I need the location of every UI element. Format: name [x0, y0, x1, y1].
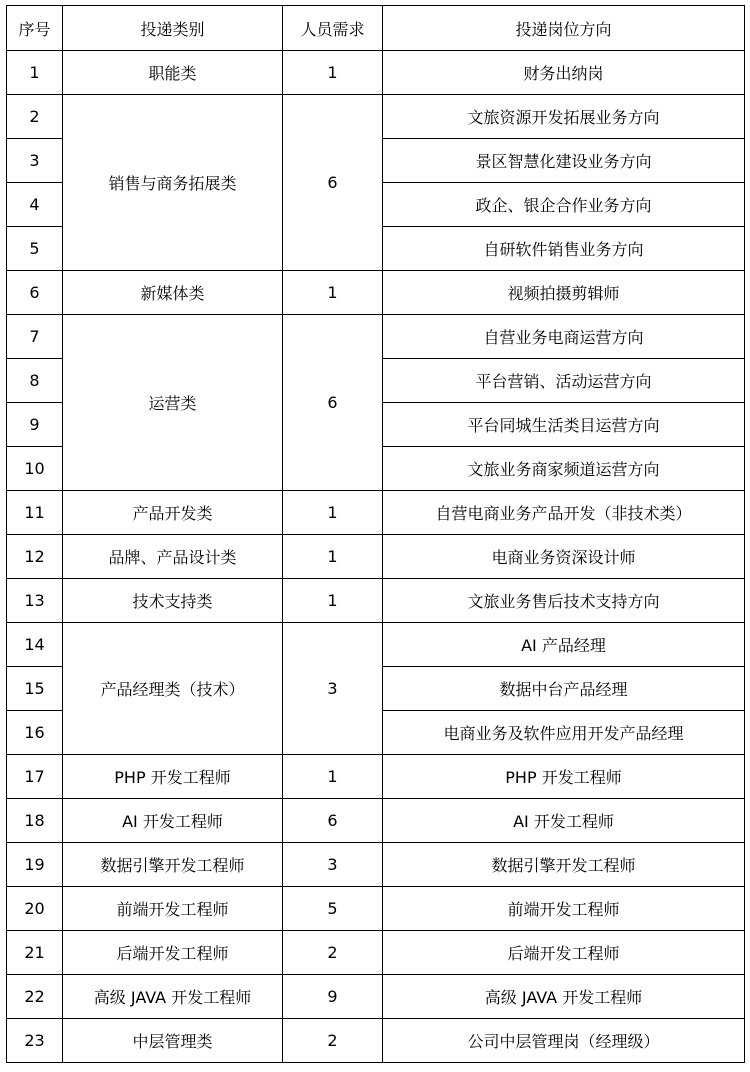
table-row	[7, 579, 745, 623]
row-index: 19	[7, 843, 63, 887]
row-headcount: 3	[283, 843, 383, 887]
row-position: 自营电商业务产品开发（非技术类）	[383, 491, 745, 535]
row-category: 前端开发工程师	[63, 887, 283, 931]
row-position: 视频拍摄剪辑师	[383, 271, 745, 315]
row-position: 文旅业务商家频道运营方向	[383, 447, 745, 491]
row-index: 20	[7, 887, 63, 931]
row-index: 8	[7, 359, 63, 403]
row-index: 13	[7, 579, 63, 623]
row-headcount: 1	[283, 271, 383, 315]
row-headcount: 1	[283, 535, 383, 579]
row-position: 后端开发工程师	[383, 931, 745, 975]
table-row	[7, 887, 745, 931]
row-index: 16	[7, 711, 63, 755]
table-row	[7, 271, 745, 315]
row-position: 电商业务及软件应用开发产品经理	[383, 711, 745, 755]
row-index: 22	[7, 975, 63, 1019]
row-index: 9	[7, 403, 63, 447]
row-position: 文旅业务售后技术支持方向	[383, 579, 745, 623]
header-position: 投递岗位方向	[383, 6, 745, 51]
table-row	[7, 755, 745, 799]
row-category: 品牌、产品设计类	[63, 535, 283, 579]
row-headcount: 9	[283, 975, 383, 1019]
row-headcount: 1	[283, 491, 383, 535]
row-headcount: 1	[283, 579, 383, 623]
row-category: 职能类	[63, 51, 283, 95]
row-position: 电商业务资深设计师	[383, 535, 745, 579]
row-headcount: 3	[283, 623, 383, 755]
row-position: 数据引擎开发工程师	[383, 843, 745, 887]
table-row	[7, 623, 745, 667]
row-category: AI 开发工程师	[63, 799, 283, 843]
row-index: 4	[7, 183, 63, 227]
row-position: 平台营销、活动运营方向	[383, 359, 745, 403]
row-headcount: 2	[283, 931, 383, 975]
table-row	[7, 931, 745, 975]
row-category: 技术支持类	[63, 579, 283, 623]
table-row	[7, 975, 745, 1019]
row-position: 财务出纳岗	[383, 51, 745, 95]
row-headcount: 6	[283, 95, 383, 271]
row-index: 2	[7, 95, 63, 139]
row-position: 高级 JAVA 开发工程师	[383, 975, 745, 1019]
row-index: 17	[7, 755, 63, 799]
row-index: 3	[7, 139, 63, 183]
row-position: 数据中台产品经理	[383, 667, 745, 711]
row-index: 21	[7, 931, 63, 975]
row-category: 高级 JAVA 开发工程师	[63, 975, 283, 1019]
row-position: 自研软件销售业务方向	[383, 227, 745, 271]
row-category: 销售与商务拓展类	[63, 95, 283, 271]
table-row	[7, 491, 745, 535]
row-category: 中层管理类	[63, 1019, 283, 1063]
table-row	[7, 1019, 745, 1063]
row-index: 12	[7, 535, 63, 579]
row-category: 运营类	[63, 315, 283, 491]
row-index: 15	[7, 667, 63, 711]
table-row	[7, 95, 745, 139]
row-headcount: 2	[283, 1019, 383, 1063]
row-category: PHP 开发工程师	[63, 755, 283, 799]
header-category: 投递类别	[63, 6, 283, 51]
header-index: 序号	[7, 6, 63, 51]
table-body	[7, 51, 745, 1063]
row-position: 景区智慧化建设业务方向	[383, 139, 745, 183]
table-header-row	[7, 6, 745, 51]
row-position: PHP 开发工程师	[383, 755, 745, 799]
row-position: AI 开发工程师	[383, 799, 745, 843]
header-headcount: 人员需求	[283, 6, 383, 51]
row-headcount: 6	[283, 799, 383, 843]
row-position: AI 产品经理	[383, 623, 745, 667]
row-index: 6	[7, 271, 63, 315]
table-row	[7, 843, 745, 887]
row-index: 23	[7, 1019, 63, 1063]
row-position: 前端开发工程师	[383, 887, 745, 931]
row-category: 产品开发类	[63, 491, 283, 535]
table-row	[7, 51, 745, 95]
row-category: 新媒体类	[63, 271, 283, 315]
row-index: 14	[7, 623, 63, 667]
row-position: 自营业务电商运营方向	[383, 315, 745, 359]
row-position: 文旅资源开发拓展业务方向	[383, 95, 745, 139]
row-headcount: 6	[283, 315, 383, 491]
row-index: 11	[7, 491, 63, 535]
row-category: 数据引擎开发工程师	[63, 843, 283, 887]
row-index: 18	[7, 799, 63, 843]
table-row	[7, 535, 745, 579]
row-position: 平台同城生活类目运营方向	[383, 403, 745, 447]
row-headcount: 1	[283, 755, 383, 799]
row-index: 1	[7, 51, 63, 95]
row-headcount: 1	[283, 51, 383, 95]
row-category: 产品经理类（技术）	[63, 623, 283, 755]
row-headcount: 5	[283, 887, 383, 931]
recruitment-table	[6, 5, 745, 1063]
row-index: 5	[7, 227, 63, 271]
row-position: 公司中层管理岗（经理级）	[383, 1019, 745, 1063]
row-index: 10	[7, 447, 63, 491]
table-row	[7, 799, 745, 843]
table-row	[7, 315, 745, 359]
row-index: 7	[7, 315, 63, 359]
row-category: 后端开发工程师	[63, 931, 283, 975]
row-position: 政企、银企合作业务方向	[383, 183, 745, 227]
